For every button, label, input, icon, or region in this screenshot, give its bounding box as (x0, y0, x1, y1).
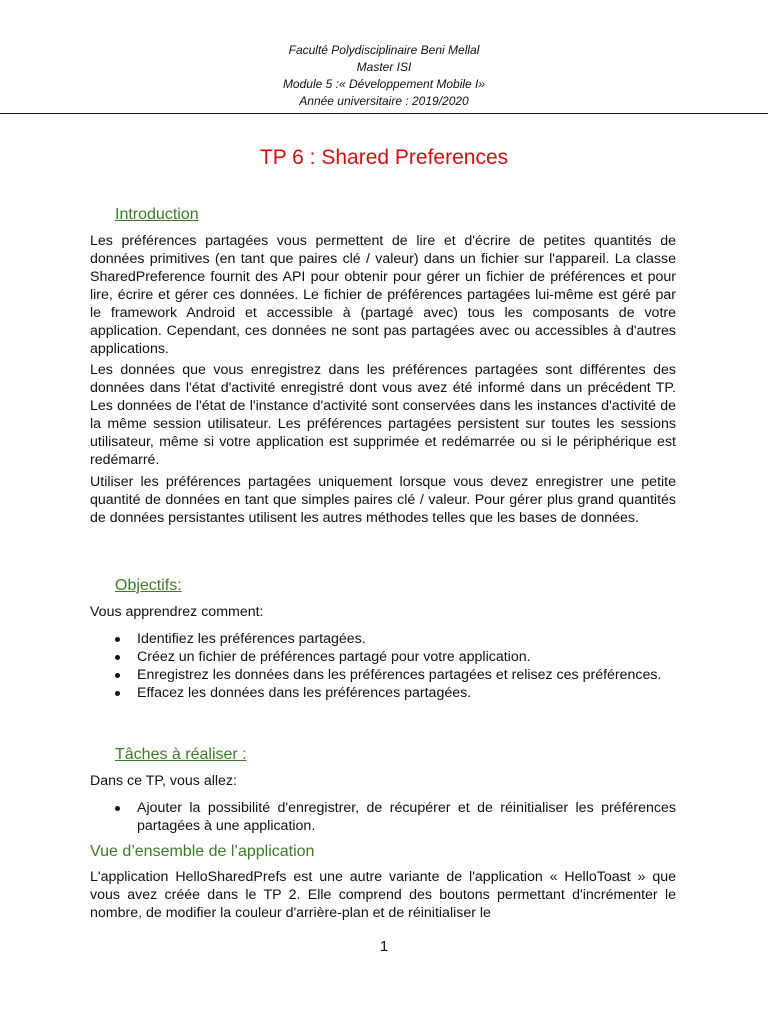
bullet-icon (115, 691, 120, 696)
tasks-list (90, 799, 676, 835)
tasks-heading: Tâches à réaliser : (115, 746, 247, 763)
faculty-name: Faculté Polydisciplinaire Beni Mellal (288, 43, 480, 57)
bullet-icon (115, 806, 120, 811)
document-title: TP 6 : Shared Preferences (259, 146, 509, 169)
introduction-paragraph: Les préférences partagées vous permettent de lire et d'écrire de petites quantités de données primitives (en tant que paires clé / valeur) dans un fichier sur l'appareil. La classe SharedPreference fournit des API pour obtenir pour gérer un fichier de préférences et pour lire, écrire et gérer ces données. Le fichier de préférences partagées lui-même est géré par le framework Android et accessible à (partagé avec) tous les composants de votre application. Cependant, ces données ne sont pas partagées avec ou accessibles à d'autres applications. (90, 233, 676, 357)
bullet-icon (115, 637, 120, 642)
tasks-intro: Dans ce TP, vous allez: (90, 773, 237, 789)
introduction-heading: Introduction (115, 206, 199, 223)
academic-year: Année universitaire : 2019/2020 (299, 94, 469, 108)
page-number: 1 (379, 938, 389, 955)
introduction-paragraph: Utiliser les préférences partagées uniquement lorsque vous devez enregistrer une petite quantité de données en tant que simples paires clé / valeur. Pour gérer plus grand quantités de données persistantes utilisent les autres méthodes telles que les bases de données. (90, 474, 676, 526)
program-name: Master ISI (356, 60, 412, 74)
list-item (90, 630, 676, 648)
list-item-text: Créez un fichier de préférences partagé pour votre application. (137, 649, 531, 665)
list-item (90, 648, 676, 666)
list-item-text: Identifiez les préférences partagées. (137, 631, 366, 647)
objectives-heading: Objectifs: (115, 577, 182, 594)
bullet-icon (115, 673, 120, 678)
objectives-intro: Vous apprendrez comment: (90, 604, 264, 620)
overview-paragraph: L'application HelloSharedPrefs est une autre variante de l'application « HelloToast » que vous avez créée dans le TP 2. Elle comprend des boutons permettant d'incrémenter le nombre, de modifier la couleur d'arrière-plan et de réinitialiser le (90, 869, 676, 921)
list-item-text: Effacez les données dans les préférences partagées. (137, 685, 472, 701)
bullet-icon (115, 655, 120, 660)
list-item (90, 666, 676, 684)
introduction-paragraph: Les données que vous enregistrez dans les préférences partagées sont différentes des données dans l'état d'activité enregistré dont vous avez été informé dans un précédent TP. Les données de l'état de l'instance d'activité sont conservées dans les instances d'activité de la même session utilisateur. Les préférences partagées persistent sur toutes les sessions utilisateur, même si votre application est supprimée et redémarrée ou si le périphérique est redémarré. (90, 362, 676, 468)
list-item (90, 684, 676, 702)
overview-heading: Vue d’ensemble de l’application (90, 843, 315, 860)
list-item (90, 799, 676, 835)
list-item-text: Ajouter la possibilité d'enregistrer, de récupérer et de réinitialiser les préférences partagées à une application. (137, 800, 676, 834)
document-header (0, 42, 768, 110)
list-item-text: Enregistrez les données dans les préférences partagées et relisez ces préférences. (137, 667, 662, 683)
module-name: Module 5 :« Développement Mobile I» (282, 77, 486, 91)
objectives-list (90, 630, 676, 702)
header-divider (0, 113, 768, 114)
